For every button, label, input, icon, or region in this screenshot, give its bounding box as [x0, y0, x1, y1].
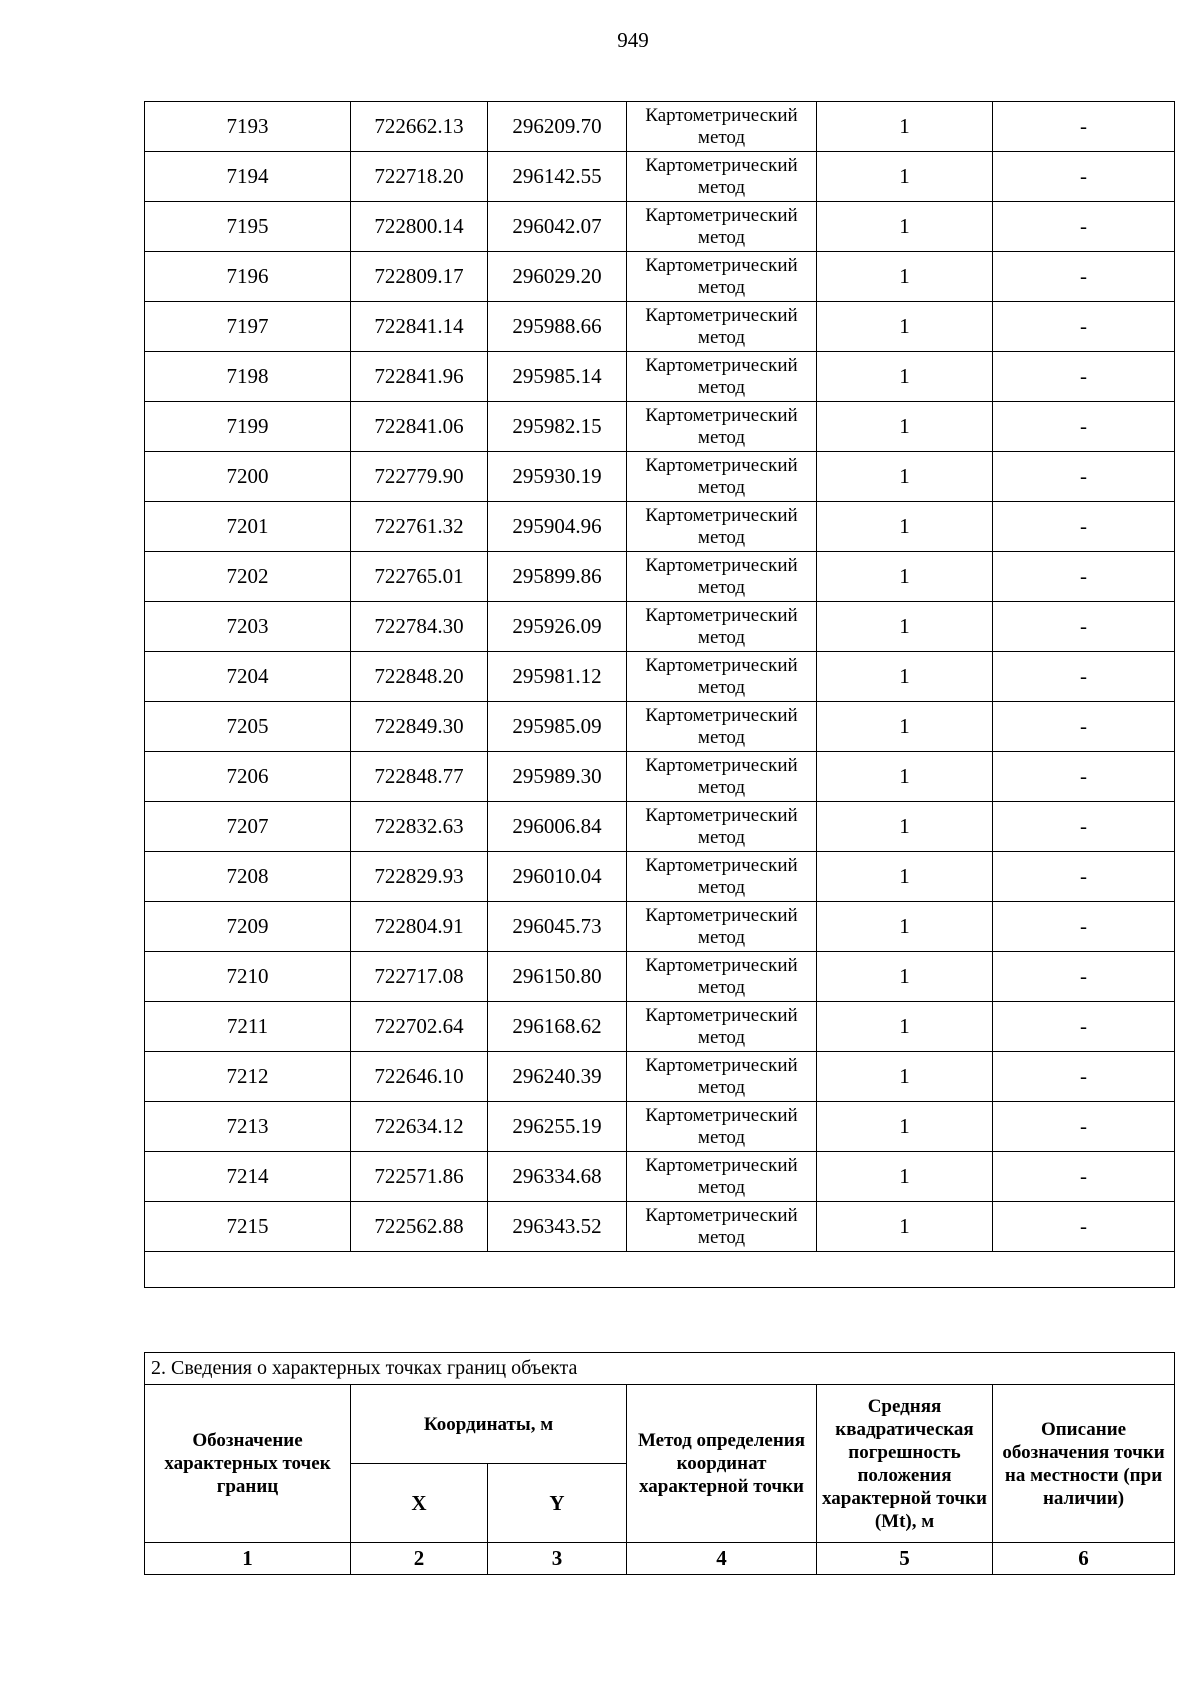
column-number-6: 6 — [993, 1543, 1175, 1575]
cell-method: Картометрический метод — [627, 802, 817, 852]
column-number-3: 3 — [488, 1543, 627, 1575]
cell-y: 295985.14 — [488, 352, 627, 402]
cell-method: Картометрический метод — [627, 702, 817, 752]
cell-error: 1 — [817, 402, 993, 452]
cell-description: - — [993, 302, 1175, 352]
cell-y: 295982.15 — [488, 402, 627, 452]
table-row — [145, 1152, 1175, 1202]
coordinates-table-body — [145, 102, 1175, 1288]
cell-point: 7193 — [145, 102, 351, 152]
cell-error: 1 — [817, 802, 993, 852]
table-row — [145, 202, 1175, 252]
cell-method: Картометрический метод — [627, 752, 817, 802]
cell-point: 7205 — [145, 702, 351, 752]
cell-error: 1 — [817, 202, 993, 252]
table-row — [145, 152, 1175, 202]
cell-x: 722809.17 — [351, 252, 488, 302]
cell-error: 1 — [817, 1052, 993, 1102]
cell-y: 296255.19 — [488, 1102, 627, 1152]
cell-description: - — [993, 952, 1175, 1002]
table-row — [145, 952, 1175, 1002]
cell-y: 296334.68 — [488, 1152, 627, 1202]
cell-description: - — [993, 552, 1175, 602]
cell-description: - — [993, 1152, 1175, 1202]
cell-method: Картометрический метод — [627, 902, 817, 952]
table-row — [145, 1102, 1175, 1152]
cell-point: 7199 — [145, 402, 351, 452]
cell-description: - — [993, 1052, 1175, 1102]
cell-description: - — [993, 152, 1175, 202]
cell-x: 722702.64 — [351, 1002, 488, 1052]
table-row — [145, 102, 1175, 152]
empty-cell — [145, 1252, 1175, 1288]
header-method: Метод определения координат характерной точки — [627, 1385, 817, 1543]
cell-point: 7211 — [145, 1002, 351, 1052]
cell-error: 1 — [817, 252, 993, 302]
table-row — [145, 652, 1175, 702]
cell-method: Картометрический метод — [627, 552, 817, 602]
cell-description: - — [993, 1202, 1175, 1252]
cell-description: - — [993, 1102, 1175, 1152]
cell-x: 722832.63 — [351, 802, 488, 852]
cell-x: 722761.32 — [351, 502, 488, 552]
cell-error: 1 — [817, 502, 993, 552]
cell-description: - — [993, 902, 1175, 952]
cell-description: - — [993, 252, 1175, 302]
cell-error: 1 — [817, 1152, 993, 1202]
cell-point: 7210 — [145, 952, 351, 1002]
cell-point: 7197 — [145, 302, 351, 352]
table-row — [145, 352, 1175, 402]
cell-method: Картометрический метод — [627, 652, 817, 702]
cell-error: 1 — [817, 552, 993, 602]
cell-method: Картометрический метод — [627, 452, 817, 502]
cell-x: 722562.88 — [351, 1202, 488, 1252]
cell-description: - — [993, 1002, 1175, 1052]
column-number-4: 4 — [627, 1543, 817, 1575]
cell-y: 296240.39 — [488, 1052, 627, 1102]
cell-point: 7212 — [145, 1052, 351, 1102]
table-row — [145, 552, 1175, 602]
cell-method: Картометрический метод — [627, 152, 817, 202]
cell-point: 7206 — [145, 752, 351, 802]
column-number-5: 5 — [817, 1543, 993, 1575]
cell-error: 1 — [817, 702, 993, 752]
cell-method: Картометрический метод — [627, 1052, 817, 1102]
cell-method: Картометрический метод — [627, 952, 817, 1002]
table-row — [145, 502, 1175, 552]
cell-point: 7209 — [145, 902, 351, 952]
cell-error: 1 — [817, 952, 993, 1002]
cell-y: 296042.07 — [488, 202, 627, 252]
cell-y: 296006.84 — [488, 802, 627, 852]
cell-description: - — [993, 202, 1175, 252]
cell-method: Картометрический метод — [627, 1102, 817, 1152]
cell-x: 722848.20 — [351, 652, 488, 702]
header-coordinates: Координаты, м — [351, 1385, 627, 1464]
cell-method: Картометрический метод — [627, 352, 817, 402]
table-row — [145, 1052, 1175, 1102]
cell-point: 7202 — [145, 552, 351, 602]
cell-y: 296029.20 — [488, 252, 627, 302]
cell-y: 295899.86 — [488, 552, 627, 602]
cell-x: 722662.13 — [351, 102, 488, 152]
coordinates-table — [144, 101, 1175, 1288]
cell-description: - — [993, 702, 1175, 752]
cell-y: 296150.80 — [488, 952, 627, 1002]
table-row — [145, 752, 1175, 802]
cell-error: 1 — [817, 452, 993, 502]
cell-description: - — [993, 102, 1175, 152]
cell-description: - — [993, 602, 1175, 652]
cell-x: 722829.93 — [351, 852, 488, 902]
cell-point: 7194 — [145, 152, 351, 202]
table-row — [145, 802, 1175, 852]
cell-error: 1 — [817, 152, 993, 202]
cell-y: 296045.73 — [488, 902, 627, 952]
cell-x: 722571.86 — [351, 1152, 488, 1202]
cell-description: - — [993, 752, 1175, 802]
section2-title: 2. Сведения о характерных точках границ объекта — [145, 1353, 1175, 1385]
table-row — [145, 852, 1175, 902]
cell-method: Картометрический метод — [627, 852, 817, 902]
cell-error: 1 — [817, 852, 993, 902]
cell-y: 295981.12 — [488, 652, 627, 702]
cell-description: - — [993, 352, 1175, 402]
cell-method: Картометрический метод — [627, 202, 817, 252]
cell-method: Картометрический метод — [627, 1202, 817, 1252]
cell-x: 722779.90 — [351, 452, 488, 502]
header-x: X — [351, 1464, 488, 1543]
cell-x: 722848.77 — [351, 752, 488, 802]
cell-method: Картометрический метод — [627, 1152, 817, 1202]
cell-x: 722841.14 — [351, 302, 488, 352]
cell-error: 1 — [817, 1002, 993, 1052]
cell-description: - — [993, 852, 1175, 902]
cell-point: 7214 — [145, 1152, 351, 1202]
table-row — [145, 452, 1175, 502]
table-row — [145, 1202, 1175, 1252]
table-row — [145, 302, 1175, 352]
cell-error: 1 — [817, 602, 993, 652]
section2-header-table — [144, 1352, 1175, 1575]
cell-point: 7200 — [145, 452, 351, 502]
column-number-2: 2 — [351, 1543, 488, 1575]
cell-y: 295904.96 — [488, 502, 627, 552]
cell-x: 722804.91 — [351, 902, 488, 952]
table-row — [145, 402, 1175, 452]
cell-point: 7213 — [145, 1102, 351, 1152]
cell-x: 722717.08 — [351, 952, 488, 1002]
cell-point: 7201 — [145, 502, 351, 552]
header-error: Средняя квадратическая погрешность положения характерной точки (Mt), м — [817, 1385, 993, 1543]
cell-description: - — [993, 652, 1175, 702]
table-row — [145, 602, 1175, 652]
cell-y: 296168.62 — [488, 1002, 627, 1052]
cell-point: 7198 — [145, 352, 351, 402]
cell-y: 295985.09 — [488, 702, 627, 752]
cell-error: 1 — [817, 1102, 993, 1152]
cell-point: 7196 — [145, 252, 351, 302]
table-row — [145, 1002, 1175, 1052]
cell-x: 722800.14 — [351, 202, 488, 252]
cell-error: 1 — [817, 352, 993, 402]
header-point: Обозначение характерных точек границ — [145, 1385, 351, 1543]
cell-point: 7203 — [145, 602, 351, 652]
cell-point: 7195 — [145, 202, 351, 252]
cell-method: Картометрический метод — [627, 1002, 817, 1052]
cell-error: 1 — [817, 752, 993, 802]
cell-description: - — [993, 802, 1175, 852]
cell-y: 295930.19 — [488, 452, 627, 502]
cell-y: 295988.66 — [488, 302, 627, 352]
header-y: Y — [488, 1464, 627, 1543]
cell-x: 722646.10 — [351, 1052, 488, 1102]
cell-y: 296343.52 — [488, 1202, 627, 1252]
cell-y: 296142.55 — [488, 152, 627, 202]
cell-method: Картометрический метод — [627, 602, 817, 652]
cell-method: Картометрический метод — [627, 402, 817, 452]
cell-description: - — [993, 502, 1175, 552]
cell-error: 1 — [817, 902, 993, 952]
empty-row — [145, 1252, 1175, 1288]
cell-method: Картометрический метод — [627, 252, 817, 302]
cell-y: 295989.30 — [488, 752, 627, 802]
cell-y: 295926.09 — [488, 602, 627, 652]
cell-point: 7204 — [145, 652, 351, 702]
cell-error: 1 — [817, 1202, 993, 1252]
table-row — [145, 702, 1175, 752]
cell-point: 7208 — [145, 852, 351, 902]
cell-method: Картометрический метод — [627, 302, 817, 352]
cell-x: 722784.30 — [351, 602, 488, 652]
cell-description: - — [993, 402, 1175, 452]
cell-y: 296010.04 — [488, 852, 627, 902]
table-row — [145, 252, 1175, 302]
cell-description: - — [993, 452, 1175, 502]
cell-method: Картометрический метод — [627, 102, 817, 152]
cell-x: 722718.20 — [351, 152, 488, 202]
cell-x: 722841.06 — [351, 402, 488, 452]
cell-error: 1 — [817, 302, 993, 352]
cell-y: 296209.70 — [488, 102, 627, 152]
cell-error: 1 — [817, 102, 993, 152]
cell-error: 1 — [817, 652, 993, 702]
header-description: Описание обозначения точки на местности (при наличии) — [993, 1385, 1175, 1543]
cell-method: Картометрический метод — [627, 502, 817, 552]
cell-x: 722765.01 — [351, 552, 488, 602]
cell-x: 722849.30 — [351, 702, 488, 752]
cell-point: 7215 — [145, 1202, 351, 1252]
cell-x: 722634.12 — [351, 1102, 488, 1152]
cell-x: 722841.96 — [351, 352, 488, 402]
cell-point: 7207 — [145, 802, 351, 852]
column-number-1: 1 — [145, 1543, 351, 1575]
table-row — [145, 902, 1175, 952]
page-number: 949 — [617, 28, 649, 52]
